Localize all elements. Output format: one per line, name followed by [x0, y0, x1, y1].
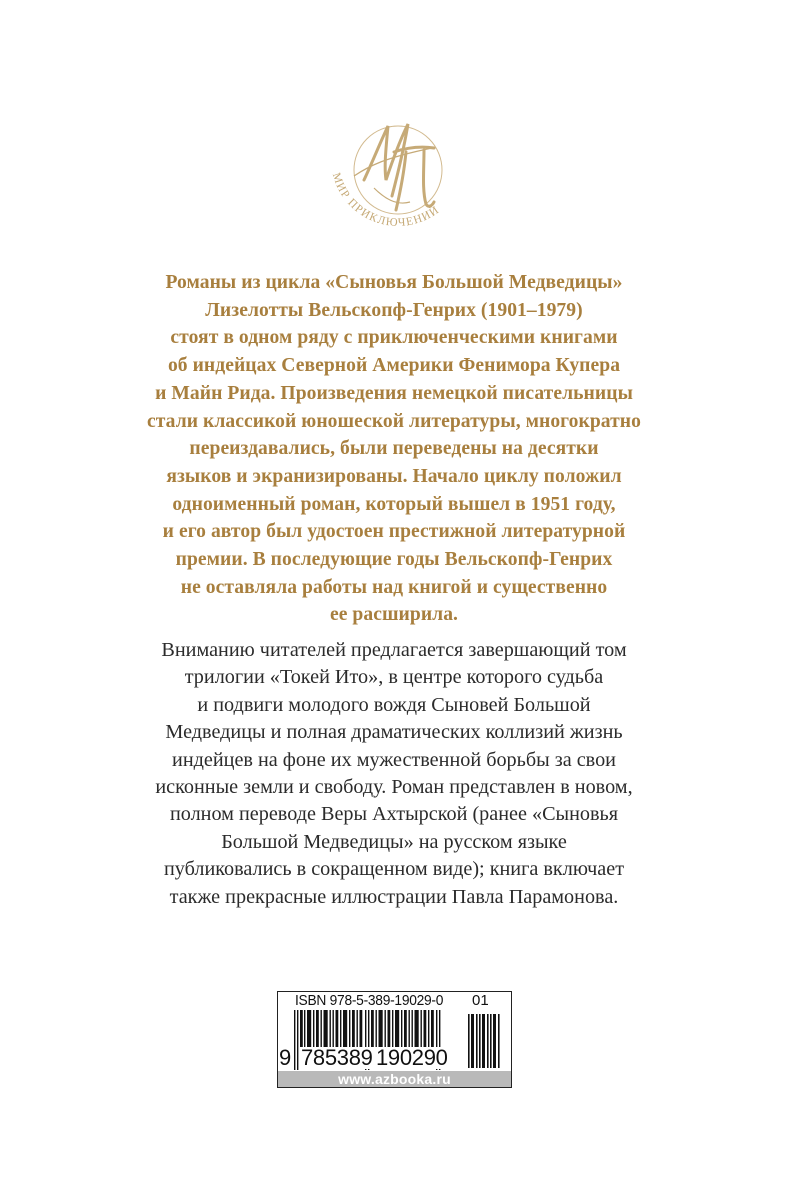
isbn-label: ISBN 978-5-389-19029-0: [295, 992, 444, 1009]
barcode-lead-digit: 9: [279, 1045, 292, 1070]
gold-blurb-line: Лизелотты Вельскопф-Генрих (1901–1979): [205, 299, 583, 321]
svg-text:МИР ПРИКЛЮЧЕНИЙ: МИР ПРИКЛЮЧЕНИЙ: [329, 171, 442, 230]
description-line: Большой Медведицы» на русском языке: [221, 830, 567, 853]
gold-blurb-line: стали классикой юношеской литературы, многократно: [147, 410, 641, 432]
gold-blurb-line: об индейцах Северной Америки Фенимора Купера: [167, 355, 621, 377]
description-line: полном переводе Веры Ахтырской (ранее «Сыновья: [169, 803, 619, 826]
description-line: также прекрасные иллюстрации Павла Парамонова.: [169, 885, 619, 908]
isbn-barcode: [277, 991, 512, 1088]
gold-blurb-line: премии. В последующие годы Вельскопф-Генрих: [175, 549, 613, 571]
isbn-addon-label: 01: [472, 992, 489, 1009]
description-line: публиковались в сокращенном виде); книга включает: [163, 858, 625, 881]
gold-blurb-line: не оставляла работы над книгой и существенно: [180, 576, 608, 598]
addon-barcode-icon: [468, 1010, 502, 1068]
publisher-url: www.azbooka.ru: [278, 1071, 511, 1087]
description-line: индейцев на фоне их мужественной борьбы за свои: [172, 748, 616, 771]
gold-blurb-line: Романы из цикла «Сыновья Большой Медведицы»: [165, 272, 623, 293]
barcode-left-digits: 785389: [301, 1045, 373, 1070]
description-paragraph: [100, 637, 688, 911]
gold-blurb-line: и его автор был удостоен престижной литературной: [162, 521, 626, 543]
gold-blurb-line: ее расширила.: [329, 604, 459, 626]
publisher-monogram-icon: [314, 118, 474, 238]
description-line: исконные земли и свободу. Роман представлен в новом,: [155, 776, 633, 799]
gold-blurb-line: стоят в одном ряду с приключенческими книгами: [170, 327, 618, 349]
description-line: Медведицы и полная драматических коллизий жизнь: [165, 721, 623, 744]
barcode-right-digits: 190290: [376, 1045, 448, 1070]
gold-blurb-line: и Майн Рида. Произведения немецкой писательницы: [155, 382, 633, 404]
gold-blurb-line: одноименный роман, который вышел в 1951 году,: [172, 493, 616, 515]
publisher-logo: [314, 118, 474, 238]
description-line: трилогии «Токей Ито», в центре которого судьба: [184, 666, 604, 689]
description-line: и подвиги молодого вождя Сыновей Большой: [197, 693, 591, 716]
gold-blurb-line: языков и экранизированы. Начало циклу положил: [166, 465, 622, 487]
gold-blurb-paragraph: [100, 269, 688, 629]
gold-blurb-line: переиздавались, были переведены на десятки: [189, 438, 599, 460]
description-line: Вниманию читателей предлагается завершающий том: [161, 639, 627, 661]
